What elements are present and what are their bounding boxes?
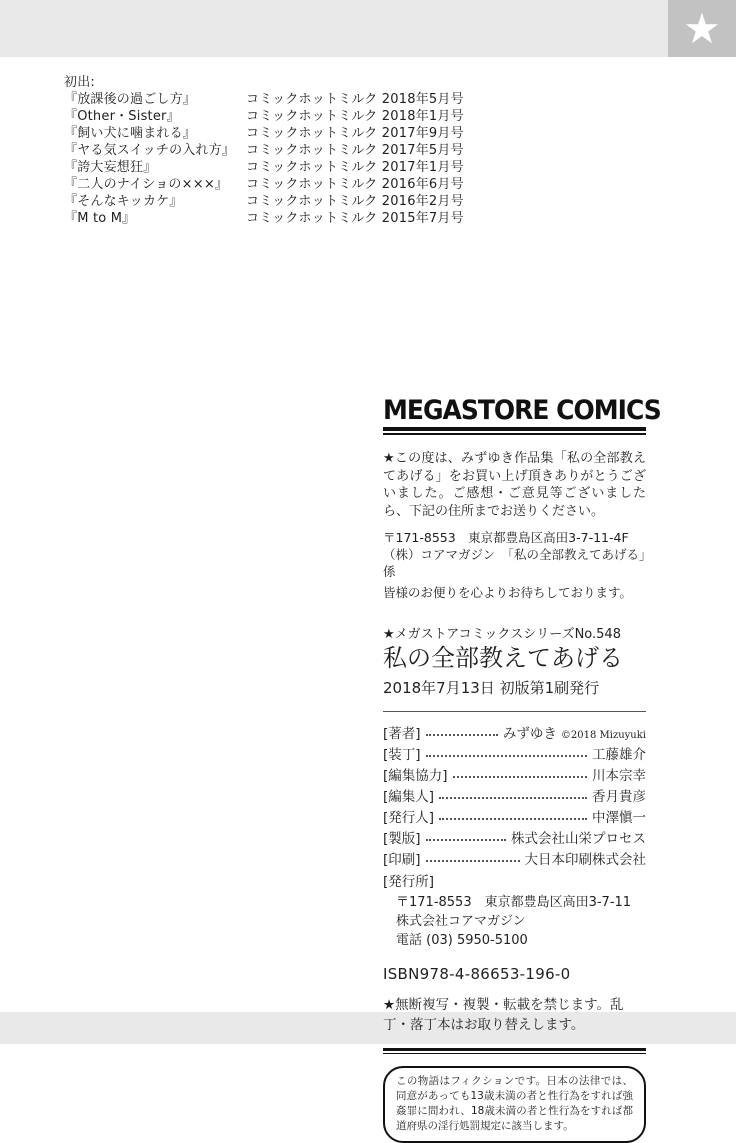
series-line: ★メガストアコミックスシリーズNo.548 bbox=[383, 627, 621, 642]
credit-value: 大日本印刷株式会社 bbox=[524, 852, 646, 868]
edition-line: 2018年7月13日 初版第1刷発行 bbox=[383, 679, 600, 697]
work-title: 『二人のナイショの×××』 bbox=[64, 177, 229, 192]
first-publication-list bbox=[64, 74, 464, 227]
list-item bbox=[64, 159, 464, 176]
mail-note: 皆様のお便りを心よりお待ちしております。 bbox=[383, 585, 633, 600]
list-item bbox=[64, 108, 464, 125]
credit-label: [製版] bbox=[383, 831, 421, 847]
dot-leader bbox=[426, 839, 506, 841]
magazine-issue: コミックホットミルク 2016年2月号 bbox=[246, 194, 464, 209]
isbn-line: ISBN978-4-86653-196-0 bbox=[383, 965, 571, 983]
credit-label: [発行人] bbox=[383, 810, 435, 826]
mail-address-line1: 〒171-8553 東京都豊島区高田3-7-11-4F bbox=[383, 530, 629, 545]
book-title: 私の全部教えてあげる bbox=[383, 644, 623, 672]
copyright-notice: ★無断複写・複製・転載を禁じます。乱丁・落丁本はお取り替えします。 bbox=[383, 997, 624, 1033]
publisher-block bbox=[396, 893, 646, 950]
credit-row bbox=[383, 826, 646, 847]
dot-leader bbox=[453, 776, 587, 778]
credit-value: 中澤愼一 bbox=[592, 810, 646, 826]
credit-label: [編集協力] bbox=[383, 768, 448, 784]
magazine-issue: コミックホットミルク 2017年1月号 bbox=[246, 160, 464, 175]
dot-leader bbox=[426, 860, 520, 862]
credit-label: [印刷] bbox=[383, 852, 421, 868]
credit-value: 工藤雄介 bbox=[592, 747, 646, 763]
publisher-address: 〒171-8553 東京都豊島区高田3-7-11 bbox=[396, 895, 632, 910]
work-title: 『放課後の過ごし方』 bbox=[64, 92, 197, 107]
copyright-credit: ©2018 Mizuyuki bbox=[560, 730, 646, 741]
dot-leader bbox=[439, 818, 587, 820]
credit-row bbox=[383, 847, 646, 868]
list-item bbox=[64, 125, 464, 142]
colophon-column bbox=[383, 394, 661, 1143]
magazine-issue: コミックホットミルク 2018年5月号 bbox=[246, 92, 464, 107]
logo-underline-thick bbox=[383, 427, 646, 431]
first-publication-heading: 初出: bbox=[64, 75, 95, 90]
magazine-issue: コミックホットミルク 2018年1月号 bbox=[246, 109, 464, 124]
bottom-rule-thin bbox=[383, 1053, 646, 1054]
magazine-issue: コミックホットミルク 2016年6月号 bbox=[246, 177, 464, 192]
credit-value: 川本宗幸 bbox=[592, 768, 646, 784]
mail-address-block bbox=[383, 529, 646, 601]
work-title: 『M to M』 bbox=[64, 211, 136, 226]
publisher-label: [発行所] bbox=[383, 874, 435, 890]
list-item bbox=[64, 176, 464, 193]
logo-underline-thin bbox=[383, 433, 646, 435]
publisher-logo: MEGASTORE COMICS bbox=[383, 394, 661, 426]
work-title: 『そんなキッカケ』 bbox=[64, 194, 183, 209]
divider-rule bbox=[383, 711, 646, 712]
star-icon: ★ bbox=[683, 4, 721, 53]
work-title: 『ヤる気スイッチの入れ方』 bbox=[64, 143, 236, 158]
magazine-issue: コミックホットミルク 2017年5月号 bbox=[246, 143, 464, 158]
work-title: 『飼い犬に噛まれる』 bbox=[64, 126, 197, 141]
bottom-rule-thick bbox=[383, 1048, 646, 1051]
credit-row bbox=[383, 742, 646, 763]
credit-value: 株式会社山栄プロセス bbox=[511, 831, 646, 847]
list-item bbox=[64, 142, 464, 159]
publisher-phone: 電話 (03) 5950-5100 bbox=[396, 933, 528, 948]
work-title: 『誇大妄想狂』 bbox=[64, 160, 157, 175]
greeting-paragraph: ★この度は、みずゆき作品集「私の全部教えてあげる」をお買い上げ頂きありがとうございました。ご感想・ご意見等ございましたら、下記の住所までお送りください。 bbox=[383, 451, 646, 519]
list-item bbox=[64, 91, 464, 108]
dot-leader bbox=[439, 797, 587, 799]
credit-row bbox=[383, 784, 646, 805]
credit-row bbox=[383, 763, 646, 784]
list-item bbox=[64, 193, 464, 210]
credit-row bbox=[383, 805, 646, 826]
publisher-name: 株式会社コアマガジン bbox=[396, 914, 526, 929]
top-margin-strip bbox=[0, 0, 736, 57]
magazine-issue: コミックホットミルク 2017年9月号 bbox=[246, 126, 464, 141]
mail-address-line2: （株）コアマガジン 「私の全部教えてあげる」係 bbox=[383, 547, 646, 579]
dot-leader bbox=[426, 734, 498, 736]
list-item bbox=[64, 210, 464, 227]
magazine-issue: コミックホットミルク 2015年7月号 bbox=[246, 211, 464, 226]
legal-disclaimer-box: この物語はフィクションです。日本の法律では、同意があっても13歳未満の者と性行為をすれば強姦罪に問われ、18歳未満の者と性行為をすれば都道府県の淫行処罰規定に該当します。 bbox=[383, 1066, 646, 1143]
corner-star-box bbox=[668, 0, 736, 57]
dot-leader bbox=[426, 755, 587, 757]
credit-value: 香月貴彦 bbox=[592, 789, 646, 805]
credit-label: [装丁] bbox=[383, 747, 421, 763]
credit-label: [編集人] bbox=[383, 789, 435, 805]
credits-list bbox=[383, 721, 646, 868]
credit-row bbox=[383, 721, 646, 742]
credit-label: [著者] bbox=[383, 726, 421, 742]
work-title: 『Other・Sister』 bbox=[64, 109, 180, 124]
credit-value: みずゆき bbox=[502, 726, 557, 742]
